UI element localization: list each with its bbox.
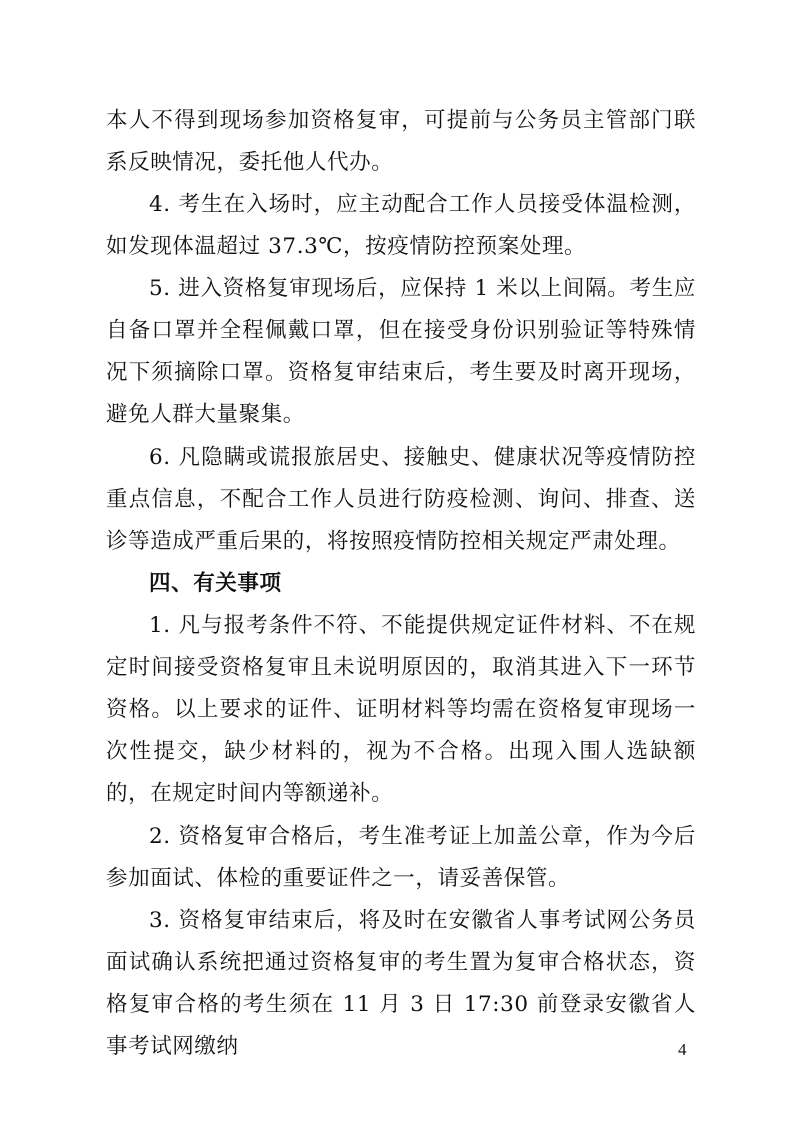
paragraph-continued: 本人不得到现场参加资格复审，可提前与公务员主管部门联系反映情况，委托他人代办。 [106, 108, 696, 175]
list-item-2: 2. 资格复审合格后，考生准考证上加盖公章，作为今后参加面试、体检的重要证件之一，请妥善保管。 [106, 824, 696, 891]
paragraph-item-5: 5. 进入资格复审现场后，应保持 1 米以上间隔。考生应自备口罩并全程佩戴口罩，但在接受身份识别验证等特殊情况下须摘除口罩。资格复审结束后，考生要及时离开现场，避免人群大量聚集。 [106, 276, 696, 427]
paragraph-item-6: 6. 凡隐瞒或谎报旅居史、接触史、健康状况等疫情防控重点信息，不配合工作人员进行防疫检测、询问、排查、送诊等造成严重后果的，将按照疫情防控相关规定严肃处理。 [106, 445, 696, 554]
page-number: 4 [678, 1040, 687, 1059]
list-item-3: 3. 资格复审结束后，将及时在安徽省人事考试网公务员面试确认系统把通过资格复审的考生置为复审合格状态，资格复审合格的考生须在 11 月 3 日 17:30 前登录安徽省人事考试网缴纳 [106, 908, 696, 1059]
paragraph-item-4: 4. 考生在入场时，应主动配合工作人员接受体温检测，如发现体温超过 37.3℃，按疫情防控预案处理。 [106, 192, 696, 259]
section-heading: 四、有关事项 [149, 571, 282, 596]
list-item-1: 1. 凡与报考条件不符、不能提供规定证件材料、不在规定时间接受资格复审且未说明原因的，取消其进入下一环节资格。以上要求的证件、证明材料等均需在资格复审现场一次性提交，缺少材料的，视为不合格。出现入围人选缺额的，在规定时间内等额递补。 [106, 613, 696, 806]
